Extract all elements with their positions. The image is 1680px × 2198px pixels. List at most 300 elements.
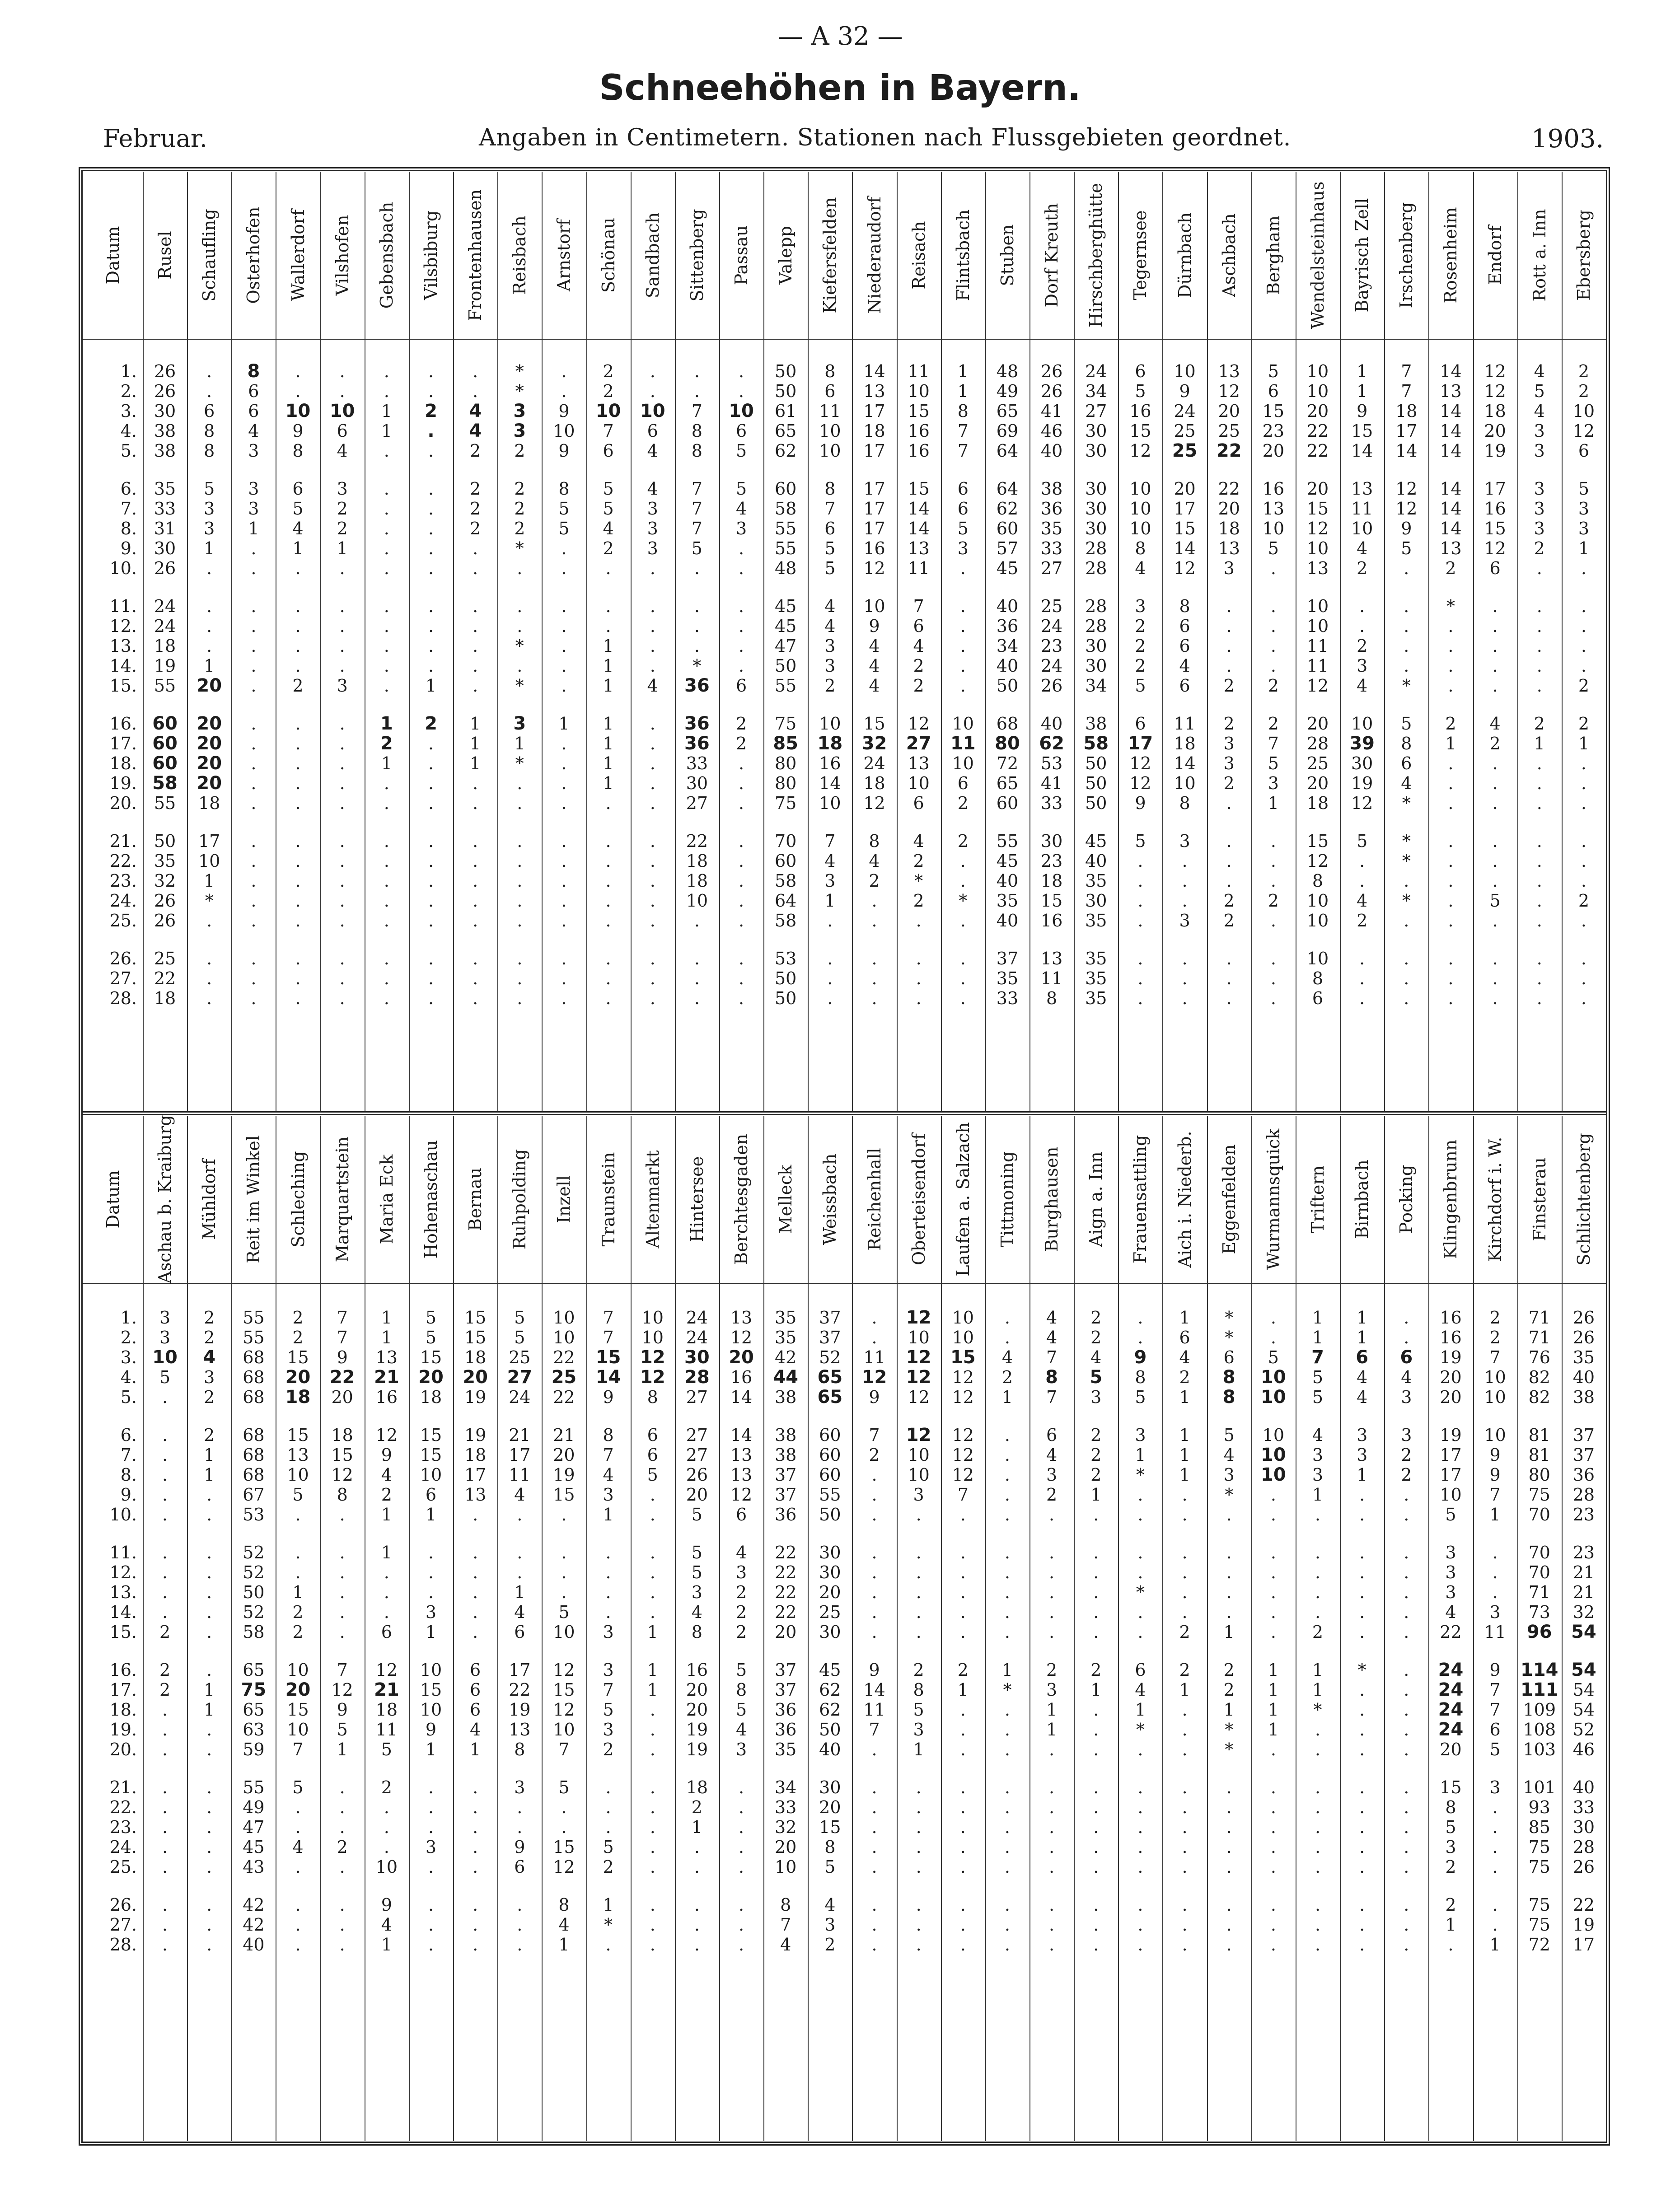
snow-depth-cell: 5 [957,519,969,538]
snow-depth-cell: 4 [1489,714,1501,734]
snow-depth-cell: . [1093,1582,1099,1602]
snow-depth-cell: 52 [243,1543,265,1562]
snow-depth-cell: 6 [647,1425,658,1445]
snow-depth-cell: 47 [775,636,797,656]
snow-depth-cell: 24 [1040,656,1063,676]
snow-depth-cell: . [1492,753,1498,773]
snow-depth-cell: . [1448,1935,1454,1955]
snow-depth-cell: . [473,1562,478,1582]
snow-depth-cell: 12 [1129,753,1151,773]
snow-depth-cell: 2 [1268,891,1279,911]
snow-depth-cell: . [650,753,655,773]
snow-depth-cell: 33 [996,988,1019,1008]
snow-depth-cell: 4 [1312,1425,1324,1445]
snow-depth-cell: 30 [1351,753,1373,773]
snow-depth-cell: . [1448,949,1454,968]
snow-depth-cell: * [1402,676,1411,696]
snow-depth-cell: * [515,538,524,558]
snow-depth-cell: . [1093,1777,1099,1797]
snow-depth-cell: . [428,538,434,558]
snow-depth-cell: . [694,596,700,616]
snow-depth-cell: . [1536,851,1542,871]
snow-depth-cell: 14 [1440,361,1462,381]
snow-depth-cell: . [428,441,434,461]
station-name: Vilshofen [332,215,352,296]
snow-depth-cell: 4 [514,1485,525,1505]
snow-depth-cell: . [605,851,611,871]
snow-depth-cell: 58 [775,871,797,891]
snow-depth-cell: . [295,1562,301,1582]
snow-depth-cell: 10 [640,401,665,421]
snow-depth-cell: . [339,753,345,773]
snow-depth-cell: 4 [337,441,348,461]
snow-depth-cell: . [738,793,744,813]
snow-depth-cell: * [515,753,524,773]
snow-depth-cell: 2 [1312,1622,1324,1642]
snow-depth-cell: 24 [1438,1679,1464,1700]
snow-depth-cell: 2 [913,1660,924,1680]
snow-depth-cell: 18 [863,773,885,793]
snow-depth-cell: 1 [1357,1328,1368,1347]
snow-depth-cell: 6 [957,479,969,499]
snow-depth-cell: 30 [1085,499,1107,519]
snow-depth-cell: 41 [1040,773,1063,793]
snow-depth-cell: . [960,656,966,676]
snow-depth-cell: 18 [686,851,708,871]
snow-depth-cell: 15 [287,1700,309,1720]
snow-depth-cell: 1 [1445,734,1456,753]
snow-depth-cell: . [473,1817,478,1837]
snow-depth-cell: . [473,891,478,911]
snow-depth-cell: . [384,1837,389,1857]
snow-depth-cell: . [206,381,212,401]
snow-depth-cell: . [162,1935,168,1955]
snow-depth-cell: 24 [1438,1660,1464,1680]
snow-depth-cell: 111 [1521,1679,1558,1700]
snow-depth-cell: . [1359,1720,1365,1740]
station-name: Burghausen [1042,1146,1062,1252]
snow-depth-cell: . [162,1582,168,1602]
snow-depth-cell: . [871,1797,877,1817]
snow-depth-cell: . [1093,1505,1099,1525]
snow-depth-cell: . [428,1797,434,1817]
snow-depth-cell: 7 [1268,734,1279,753]
snow-depth-cell: . [1404,1797,1409,1817]
snow-depth-cell: . [960,1837,966,1857]
snow-depth-cell: 42 [775,1347,797,1367]
snow-depth-cell: 3 [1489,1602,1501,1622]
snow-depth-cell: . [605,616,611,636]
snow-depth-cell: 37 [775,1680,797,1700]
snow-depth-cell: 15 [908,479,930,499]
snow-depth-cell: 12 [1484,361,1506,381]
snow-depth-cell: . [827,988,833,1008]
station-name: Reichenhall [864,1148,884,1251]
snow-depth-cell: 7 [603,1445,614,1465]
snow-depth-cell: * [1402,891,1411,911]
snow-depth-cell: . [1004,1915,1010,1935]
snow-depth-cell: . [1536,656,1542,676]
snow-depth-cell: . [473,1543,478,1562]
snow-depth-cell: . [339,773,345,793]
snow-depth-cell: 1 [1090,1680,1102,1700]
snow-depth-cell: 10 [595,401,621,421]
snow-depth-cell: . [1359,1505,1365,1525]
snow-depth-cell: . [1137,1562,1143,1582]
station-name: Passau [731,225,752,285]
snow-depth-cell: 19 [509,1700,531,1720]
snow-depth-cell: 1 [1135,1445,1146,1465]
snow-depth-cell: 53 [775,949,797,968]
snow-depth-cell: 6 [1179,616,1190,636]
snow-depth-cell: 26 [154,361,176,381]
snow-depth-cell: 2 [1090,1445,1102,1465]
snow-depth-cell: 46 [1572,1740,1595,1759]
snow-depth-cell: . [694,361,700,381]
snow-depth-cell: . [384,1562,389,1582]
snow-depth-cell: 2 [913,851,924,871]
snow-depth-cell: 4 [1401,773,1412,793]
snow-depth-cell: 4 [913,636,924,656]
snow-depth-cell: . [738,831,744,851]
snow-depth-cell: . [650,1935,655,1955]
snow-depth-cell: 8 [913,1680,924,1700]
snow-depth-cell: 16 [1262,479,1285,499]
snow-depth-cell: * [1136,1720,1145,1740]
snow-depth-cell: . [206,361,212,381]
snow-depth-cell: . [605,1543,611,1562]
snow-depth-cell: 26 [154,558,176,578]
snow-depth-cell: . [1226,793,1232,813]
snow-depth-cell: . [1359,1915,1365,1935]
snow-depth-cell: . [1492,676,1498,696]
snow-depth-cell: * [1402,831,1411,851]
snow-depth-cell: 7 [1489,1347,1501,1367]
snow-depth-cell: . [1049,1935,1055,1955]
snow-depth-cell: . [1492,1582,1498,1602]
snow-depth-cell: 9 [337,1700,348,1720]
snow-depth-cell: . [295,1543,301,1562]
date-cell: 23. [109,1817,137,1837]
snow-depth-cell: 10 [553,1720,575,1740]
snow-depth-cell: 10 [952,714,974,734]
snow-depth-cell: 8 [603,1425,614,1445]
snow-depth-cell: . [738,381,744,401]
snow-depth-cell: . [295,714,301,734]
snow-depth-cell: . [960,596,966,616]
snow-depth-cell: 5 [735,1700,747,1720]
snow-depth-cell: 80 [995,733,1020,754]
snow-depth-cell: . [1049,1582,1055,1602]
snow-depth-cell: 2 [957,793,969,813]
snow-depth-cell: 35 [775,1740,797,1759]
snow-depth-cell: 7 [691,479,702,499]
snow-depth-cell: . [738,1857,744,1877]
snow-depth-cell: 27 [1085,401,1107,421]
snow-depth-cell: 13 [730,1465,753,1485]
snow-depth-cell: 12 [1395,499,1418,519]
snow-depth-cell: . [561,968,567,988]
snow-depth-cell: . [738,753,744,773]
snow-depth-cell: . [1404,1915,1409,1935]
snow-depth-cell: 60 [152,753,178,774]
snow-depth-cell: . [1093,1817,1099,1837]
snow-depth-cell: 6 [1135,1660,1146,1680]
snow-depth-cell: 1 [1357,381,1368,401]
snow-depth-cell: 8 [824,1837,836,1857]
station-name: Finsterau [1529,1157,1549,1241]
snow-depth-cell: . [827,911,833,931]
snow-depth-cell: 1 [691,1817,702,1837]
snow-depth-cell: . [251,636,257,656]
snow-depth-cell: 1 [1489,1505,1501,1525]
snow-depth-cell: . [605,988,611,1008]
snow-depth-cell: 15 [464,1308,487,1328]
snow-depth-cell: . [339,831,345,851]
snow-depth-cell: . [339,1857,345,1877]
snow-depth-cell: 22 [775,1562,797,1582]
snow-depth-cell: . [1404,1777,1409,1797]
page-number: — A 32 — [777,22,903,51]
snow-depth-cell: . [162,1857,168,1877]
snow-depth-cell: 65 [775,421,797,441]
snow-depth-cell: 10 [1261,1445,1286,1465]
snow-depth-cell: 11 [1174,714,1196,734]
station-name: Rusel [155,231,175,280]
date-cell: 17. [109,734,137,753]
snow-depth-cell: 24 [686,1328,708,1347]
snow-depth-cell: 25 [819,1602,841,1622]
snow-depth-cell: . [473,656,478,676]
snow-depth-cell: . [960,1915,966,1935]
date-cell: 17. [109,1680,137,1700]
snow-depth-cell: 2 [735,1622,747,1642]
snow-depth-cell: . [960,1797,966,1817]
snow-depth-cell: 12 [952,1445,974,1465]
snow-depth-cell: 22 [1440,1622,1462,1642]
snow-depth-cell: 2 [1223,911,1235,931]
snow-depth-cell: . [561,793,567,813]
snow-depth-cell: . [1581,793,1586,813]
snow-depth-cell: 5 [691,1543,702,1562]
snow-depth-cell: 2 [1445,714,1456,734]
snow-depth-cell: . [738,558,744,578]
snow-depth-cell: 108 [1523,1720,1556,1740]
station-name: Sittenberg [687,209,707,302]
snow-depth-cell: 7 [292,1740,304,1759]
snow-depth-cell: . [384,831,389,851]
snow-depth-cell: . [1404,949,1409,968]
snow-depth-cell: 9 [869,616,880,636]
snow-depth-cell: 5 [381,1740,392,1759]
snow-depth-cell: . [871,968,877,988]
snow-depth-cell: 2 [159,1660,171,1680]
snow-depth-cell: . [650,949,655,968]
snow-depth-cell: 6 [1135,714,1146,734]
snow-depth-cell: . [295,1857,301,1877]
snow-depth-cell: 13 [730,1445,753,1465]
snow-depth-cell: 18 [817,733,843,754]
snow-depth-cell: 24 [1438,1699,1464,1720]
snow-depth-cell: 1 [1179,1445,1190,1465]
snow-depth-cell: 34 [775,1777,797,1797]
snow-depth-cell: 17 [1440,1465,1462,1485]
snow-depth-cell: 7 [780,1915,791,1935]
snow-depth-cell: 26 [1572,1857,1595,1877]
snow-depth-cell: . [1448,851,1454,871]
snow-depth-cell: 60 [819,1465,841,1485]
snow-depth-cell: 13 [1440,381,1462,401]
snow-depth-cell: . [1359,988,1365,1008]
snow-depth-cell: 1 [558,1935,570,1955]
snow-depth-cell: . [916,1817,922,1837]
date-cell: 19. [109,1720,137,1740]
snow-depth-cell: 4 [869,636,880,656]
snow-depth-cell: 6 [425,1485,437,1505]
snow-depth-cell: . [1004,1465,1010,1485]
snow-depth-cell: . [384,871,389,891]
snow-depth-cell: * [1225,1740,1234,1759]
snow-depth-cell: . [738,616,744,636]
snow-depth-cell: . [339,1543,345,1562]
table-separator [83,1111,1606,1115]
snow-depth-cell: 40 [996,871,1019,891]
snow-depth-cell: . [1492,871,1498,891]
snow-depth-cell: 5 [204,479,215,499]
snow-depth-cell: . [1359,1485,1365,1505]
snow-depth-cell: 2 [735,1602,747,1622]
snow-depth-cell: . [1137,1308,1143,1328]
date-cell: 14. [109,656,137,676]
snow-depth-cell: 1 [1268,1680,1279,1700]
snow-depth-cell: . [1137,891,1143,911]
snow-depth-cell: . [339,968,345,988]
snow-depth-cell: . [295,1895,301,1915]
snow-depth-cell: 60 [775,851,797,871]
snow-depth-cell: * [693,656,702,676]
snow-depth-cell: . [694,1895,700,1915]
snow-depth-cell: 10 [1306,361,1329,381]
snow-depth-cell: 7 [1401,361,1412,381]
snow-depth-cell: 11 [1306,656,1329,676]
snow-depth-cell: . [206,1485,212,1505]
snow-depth-cell: 1 [1578,538,1590,558]
snow-depth-cell: 30 [1085,441,1107,461]
date-cell: 3. [120,401,137,421]
snow-depth-cell: . [650,851,655,871]
snow-depth-cell: . [561,636,567,656]
snow-depth-cell: 15 [1174,519,1196,538]
snow-depth-cell: 60 [996,793,1019,813]
snow-depth-cell: 61 [775,401,797,421]
snow-depth-cell: 3 [1489,1777,1501,1797]
snow-depth-cell: 14 [1351,441,1373,461]
snow-depth-cell: 30 [1085,421,1107,441]
snow-depth-cell: . [473,851,478,871]
snow-depth-cell: . [428,558,434,578]
snow-depth-cell: . [1226,1777,1232,1797]
date-cell: 7. [120,1445,137,1465]
snow-depth-cell: . [650,1895,655,1915]
snow-depth-cell: . [1536,793,1542,813]
snow-depth-cell: 32 [154,871,176,891]
snow-depth-cell: 40 [1040,714,1063,734]
snow-depth-cell: 1 [1001,1660,1013,1680]
snow-depth-cell: . [738,1837,744,1857]
station-name: Berchtesgaden [731,1134,752,1265]
snow-depth-cell: 2 [292,1622,304,1642]
snow-depth-cell: 20 [1440,1367,1462,1387]
snow-depth-cell: . [1270,1328,1276,1347]
snow-depth-cell: . [738,538,744,558]
snow-depth-cell: . [384,616,389,636]
snow-depth-cell: 3 [913,1485,924,1505]
snow-depth-cell: 25 [1040,596,1063,616]
snow-depth-cell: . [605,1562,611,1582]
snow-depth-cell: . [473,616,478,636]
snow-depth-cell: 12 [908,1387,930,1407]
snow-depth-cell: 1 [603,676,614,696]
snow-depth-cell: 22 [329,1367,355,1388]
snow-depth-cell: 18 [375,1700,398,1720]
snow-depth-cell: 3 [1401,1387,1412,1407]
snow-depth-cell: 11 [509,1465,531,1485]
snow-depth-cell: 20 [686,1680,708,1700]
snow-depth-cell: . [295,851,301,871]
snow-depth-cell: . [339,381,345,401]
snow-depth-cell: . [428,911,434,931]
snow-depth-cell: 65 [996,773,1019,793]
snow-depth-cell: 6 [1401,753,1412,773]
snow-depth-cell: 3 [1534,499,1545,519]
snow-depth-cell: 70 [775,831,797,851]
snow-depth-cell: . [206,911,212,931]
snow-depth-cell: 6 [1312,988,1324,1008]
snow-depth-cell: . [960,1720,966,1740]
snow-depth-cell: . [1049,1505,1055,1525]
snow-depth-cell: 10 [420,1465,442,1485]
snow-depth-cell: 3 [513,421,526,441]
snow-depth-cell: 7 [869,1720,880,1740]
snow-depth-cell: 5 [558,1602,570,1622]
snow-depth-cell: 10 [641,1328,664,1347]
snow-depth-cell: 19 [686,1740,708,1759]
snow-depth-cell: . [251,831,257,851]
snow-depth-cell: 40 [1572,1777,1595,1797]
snow-depth-cell: . [650,1857,655,1877]
snow-depth-cell: 45 [775,616,797,636]
snow-depth-cell: 6 [824,381,836,401]
snow-depth-cell: 1 [204,1700,215,1720]
snow-depth-cell: . [1359,968,1365,988]
snow-depth-cell: 10 [1129,479,1151,499]
snow-depth-cell: . [871,1308,877,1328]
snow-depth-cell: . [916,1857,922,1877]
station-name: Reit im Winkel [243,1135,264,1263]
snow-depth-cell: 12 [730,1328,753,1347]
snow-depth-cell: . [295,831,301,851]
snow-depth-cell: 40 [1085,851,1107,871]
snow-depth-cell: 2 [1135,656,1146,676]
snow-depth-cell: 16 [908,441,930,461]
snow-depth-cell: 9 [381,1895,392,1915]
snow-depth-cell: . [960,1817,966,1837]
snow-depth-cell: . [428,1562,434,1582]
snow-depth-cell: 6 [735,421,747,441]
snow-depth-cell: 1 [292,538,304,558]
snow-depth-cell: . [561,734,567,753]
date-cell: 26. [109,1895,137,1915]
